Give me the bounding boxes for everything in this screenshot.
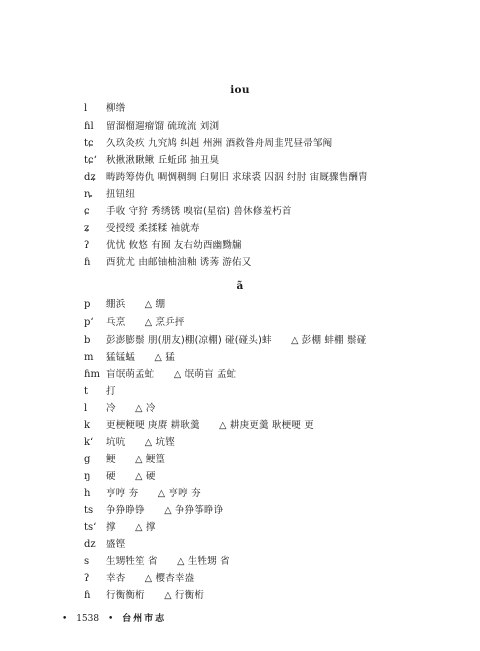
- ipa-initial: b: [84, 335, 91, 346]
- character-list: 柳绺: [106, 103, 126, 114]
- character-list: 坑吭 △ 坑铿: [106, 437, 175, 448]
- ipa-initial: p: [84, 299, 91, 310]
- character-list: 行衡衡桁 △ 行衡桁: [106, 590, 205, 601]
- ipa-initial: ʔ: [84, 240, 90, 251]
- character-list: 手收 守狩 秀绣锈 嗅宿(星宿) 兽休修羞朽首: [106, 206, 292, 217]
- character-list: 幸杏 △ 樱杏幸盎: [106, 573, 195, 584]
- ipa-initial: dz: [84, 539, 96, 550]
- ipa-initial: s: [84, 556, 90, 567]
- ipa-initial: ɕ: [84, 206, 90, 217]
- ipa-initial: tsʻ: [84, 522, 97, 533]
- ipa-initial: ʑ: [84, 223, 90, 234]
- ipa-initial: ŋ: [84, 471, 91, 482]
- character-list: 久玖灸疚 九究鸠 纠赳 州洲 酒救昝舟周韭咒昼帚邹阄: [106, 138, 333, 149]
- section-heading-a-nasal: ã: [236, 280, 244, 292]
- character-list: 秋揪湫瞅鳅 丘蚯邱 抽丑臭: [106, 155, 220, 166]
- footer-bullet-left: •: [62, 614, 68, 624]
- ipa-initial: g: [84, 454, 91, 465]
- page-number: 1538: [76, 614, 100, 624]
- ipa-initial: h: [84, 488, 91, 499]
- ipa-initial: ɦm: [84, 369, 100, 380]
- ipa-initial: t: [84, 386, 89, 397]
- character-list: 盛铿: [106, 539, 126, 550]
- character-list: 留溜榴遛瘤馏 硫琉流 刘浏: [106, 121, 220, 132]
- ipa-initial: l: [84, 103, 88, 114]
- character-list: 猛锰蜢 △ 猛: [106, 352, 175, 363]
- character-list: 绷浜 △ 绷: [106, 299, 166, 310]
- page-footer: [62, 612, 172, 626]
- character-list: 受授绶 柔揉糅 袖就寿: [106, 223, 200, 234]
- character-list: 乓烹 △ 烹乒抨: [106, 317, 185, 328]
- character-list: 鲠 △ 鲠篁: [106, 454, 166, 465]
- ipa-initial: l: [84, 403, 88, 414]
- ipa-initial: kʻ: [84, 437, 94, 448]
- ipa-initial: ɦ: [84, 590, 91, 601]
- ipa-initial: tɕʻ: [84, 155, 97, 166]
- character-list: 畴踌筹俦仇 啁惆稠绸 臼舅旧 求球裘 囚泅 纣肘 宙厩骤售酬胄: [106, 172, 368, 183]
- ipa-initial: tɕ: [84, 138, 94, 149]
- ipa-initial: ts: [84, 505, 94, 516]
- publication-title: 台州市志: [122, 614, 167, 624]
- section-heading-iou: iou: [230, 84, 250, 96]
- ipa-initial: ɦl: [84, 121, 94, 132]
- character-list: 生甥牲笙 省 △ 生牲甥 省: [106, 556, 230, 567]
- ipa-initial: dʑ: [84, 172, 97, 183]
- character-list: 彭澎膨鬃 朋(朋友)棚(凉棚) 碰(碰头)蚌 △ 彭棚 蚌棚 鬃碰: [106, 335, 367, 346]
- character-list: 亨哼 夯 △ 亨哼 夯: [106, 488, 201, 499]
- character-list: 撑 △ 撑: [106, 522, 156, 533]
- character-list: 争狰睁铮 △ 争狰筝睁诤: [106, 505, 224, 516]
- ipa-initial: pʻ: [84, 317, 94, 328]
- character-list: 冷 △ 冷: [106, 403, 156, 414]
- ipa-initial: ɦ: [84, 257, 91, 268]
- character-list: 硬 △ 硬: [106, 471, 156, 482]
- ipa-initial: m: [84, 352, 94, 363]
- ipa-initial: k: [84, 420, 91, 431]
- character-list: 打: [106, 386, 116, 397]
- ipa-initial: ʔ: [84, 573, 90, 584]
- character-list: 酉犹尤 由邮铀柚油釉 诱莠 游佑又: [106, 257, 252, 268]
- character-list: 扭钮纽: [106, 189, 136, 200]
- character-list: 盲氓萌孟虻 △ 氓萌盲 孟虻: [106, 369, 237, 380]
- character-list: 优忧 攸悠 有囿 友右幼酉幽黝牖: [106, 240, 242, 251]
- character-list: 更梗粳哽 庚赓 耕耿羹 △ 耕庚更羹 耿梗哽 更: [106, 420, 314, 431]
- ipa-initial: ȵ: [84, 189, 93, 200]
- footer-bullet-right: •: [107, 614, 114, 624]
